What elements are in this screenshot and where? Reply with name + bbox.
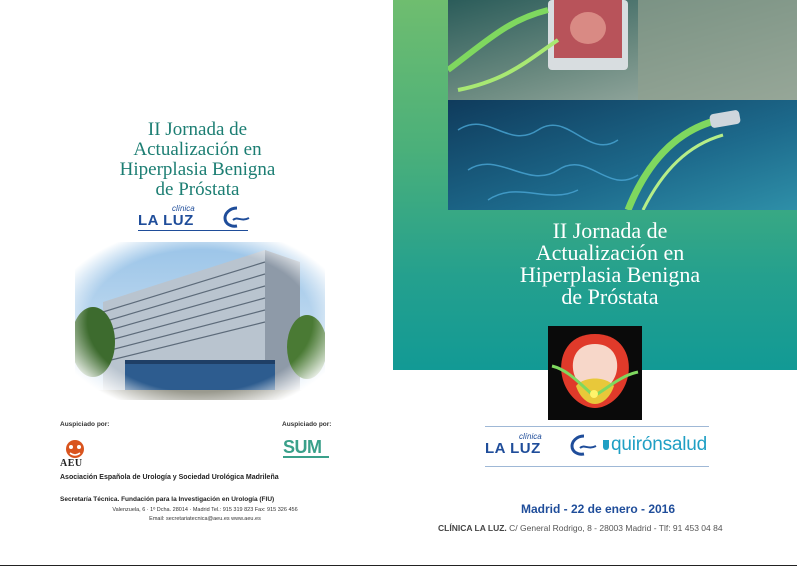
sum-logo [283,437,331,459]
right-title-line-1: II Jornada de [552,218,668,243]
clinica-la-luz-logo-right [485,434,615,460]
endoscope-photo-bottom [448,100,797,210]
left-title-line-3: Hiperplasia Benigna [119,159,276,180]
logo-name-text: LA LUZ [138,212,194,229]
logo-name-text-right: LA LUZ [485,440,541,457]
contact-rest: C/ General Rodrigo, 8 - 28003 Madrid - Tlf: 91 453 04 84 [506,523,723,533]
clinica-la-luz-logo [138,206,268,232]
endoscope-photo-top [448,0,797,100]
logo-clinica-text-right: clínica [519,432,542,441]
right-title-line-3: Hiperplasia Benigna [519,262,701,287]
left-title-line-1: II Jornada de [147,119,248,140]
logo-clinica-text: clínica [172,204,195,213]
sum-text: SUM [283,437,322,457]
wave-icon [570,434,598,456]
contact-bold: CLÍNICA LA LUZ. [438,523,507,533]
prostate-illustration [548,326,642,420]
left-title-line-4: de Próstata [155,179,240,200]
auspiciado-right-label: Auspiciado por: [282,421,332,428]
logos-divider-top [485,426,709,427]
logos-divider-bottom [485,466,709,467]
contact-line [438,523,797,533]
logo-underline [138,230,248,231]
right-panel [393,0,797,566]
right-title-line-2: Actualización en [535,240,685,265]
event-date: Madrid - 22 de enero - 2016 [520,502,676,516]
quironsalud-logo [603,434,707,456]
secretaria-text: Secretaría Técnica. Fundación para la Investigación en Urología (FIU) [60,496,275,503]
quironsalud-text: quirónsalud [611,434,708,455]
quiron-mark-icon [603,440,609,450]
left-panel [0,0,395,566]
email-text: Email: secretariatecnica@aeu.es www.aeu.es [149,516,261,522]
wave-icon [223,206,251,228]
left-title [60,120,335,200]
right-title [423,220,797,308]
building-photo [75,242,325,400]
auspiciado-left-label: Auspiciado por: [60,421,110,428]
address-text: Valenzuela, 6 · 1º Dcha. 28014 · Madrid Tel.: 915 319 823 Fax: 915 326 456 [112,507,298,513]
left-title-line-2: Actualización en [133,139,262,160]
aeu-text: AEU [60,458,83,469]
association-text: Asociación Española de Urología y Sociedad Urológica Madrileña [60,474,279,481]
right-title-line-4: de Próstata [561,284,659,309]
